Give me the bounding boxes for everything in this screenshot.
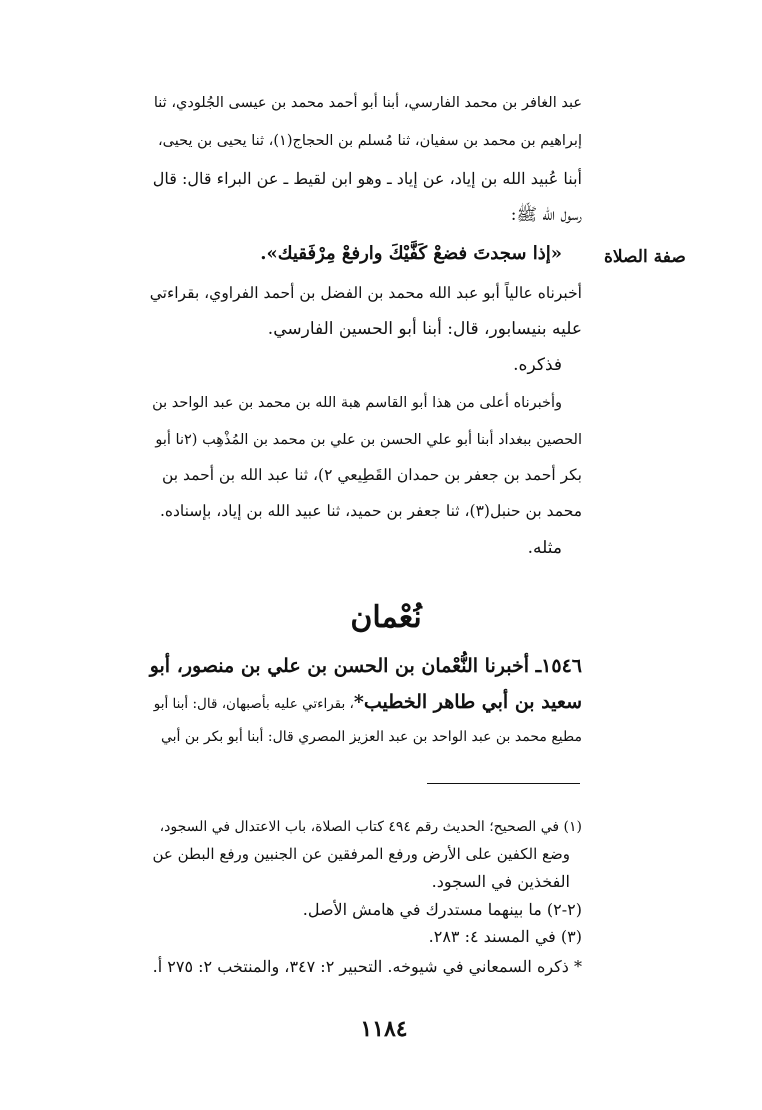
body-line: أخبرناه عالياً أبو عبد الله محمد بن الفضل بن أحمد الفراوي، بقراءتي [149, 284, 582, 302]
body-line: وأخبرناه أعلى من هذا أبو القاسم هبة الله بن محمد بن عبد الواحد بن [152, 395, 562, 411]
body-line: عليه بنيسابور، قال: أبنا أبو الحسين الفارسي. [267, 319, 582, 339]
body-line: إبراهيم بن محمد بن سفيان، ثنا مُسلم بن الحجاج(١)، ثنا يحيى بن يحيى، [157, 133, 582, 149]
body-line: مثله. [527, 538, 562, 558]
footnote-line: وضع الكفين على الأرض ورفع المرفقين عن الجنبين ورفع البطن عن [152, 845, 570, 863]
body-line: أبنا عُبيد الله بن إياد، عن إياد ـ وهو ابن لقيط ـ عن البراء قال: قال [152, 169, 582, 188]
body-line: رسول الله ﷺ: [510, 205, 582, 225]
footnote-line: (١) في الصحيح؛ الحديث رقم ٤٩٤ كتاب الصلاة، باب الاعتدال في السجود، [159, 819, 582, 835]
footnote-rule [427, 783, 580, 784]
footnote-line: (٣) في المسند ٤: ٢٨٣. [428, 927, 582, 946]
body-line: محمد بن حنبل(٣)، ثنا جعفر بن حميد، ثنا عبيد الله بن إياد، بإسناده. [159, 502, 582, 520]
footnote-line: الفخذين في السجود. [431, 872, 570, 891]
body-line: بكر أحمد بن جعفر بن حمدان القَطِيعي ٢)، ثنا عبد الله بن أحمد بن [161, 466, 582, 484]
body-line: الحصين ببغداد أبنا أبو علي الحسن بن علي بن محمد بن المُذْهِب (٢نا أبو [155, 432, 582, 448]
body-line: فذكره. [513, 355, 562, 375]
margin-note: صفة الصلاة [604, 247, 686, 267]
entry-line [154, 693, 582, 712]
entry-line: مطيع محمد بن عبد الواحد بن عبد العزيز المصري قال: أبنا أبو بكر بن أبي [160, 729, 582, 745]
body-line: عبد الغافر بن محمد الفارسي، أبنا أبو أحمد محمد بن عيسى الجُلودي، ثنا [153, 95, 582, 111]
footnote-line: * ذكره السمعاني في شيوخه. التحبير ٢: ٣٤٧، والمنتخب ٢: ٢٧٥ أ. [152, 957, 582, 976]
entry-name: سعيد بن أبي طاهر الخطيب* [353, 691, 582, 713]
footnote-line: (٢-٢) ما بينهما مستدرك في هامش الأصل. [302, 900, 582, 919]
entry-line: ١٥٤٦ـ أخبرنا النُّعْمان بن الحسن بن علي بن منصور، أبو [149, 655, 582, 677]
section-heading: نُعْمان [350, 600, 422, 635]
hadith-text: «إذا سجدتَ فضعْ كَفَّيْكَ وارفعْ مِرْفَقيك». [260, 243, 562, 264]
entry-text: ، بقراءتي عليه بأصبهان، قال: أبنا أبو [153, 696, 354, 712]
page-number: ١١٨٤ [360, 1016, 408, 1042]
